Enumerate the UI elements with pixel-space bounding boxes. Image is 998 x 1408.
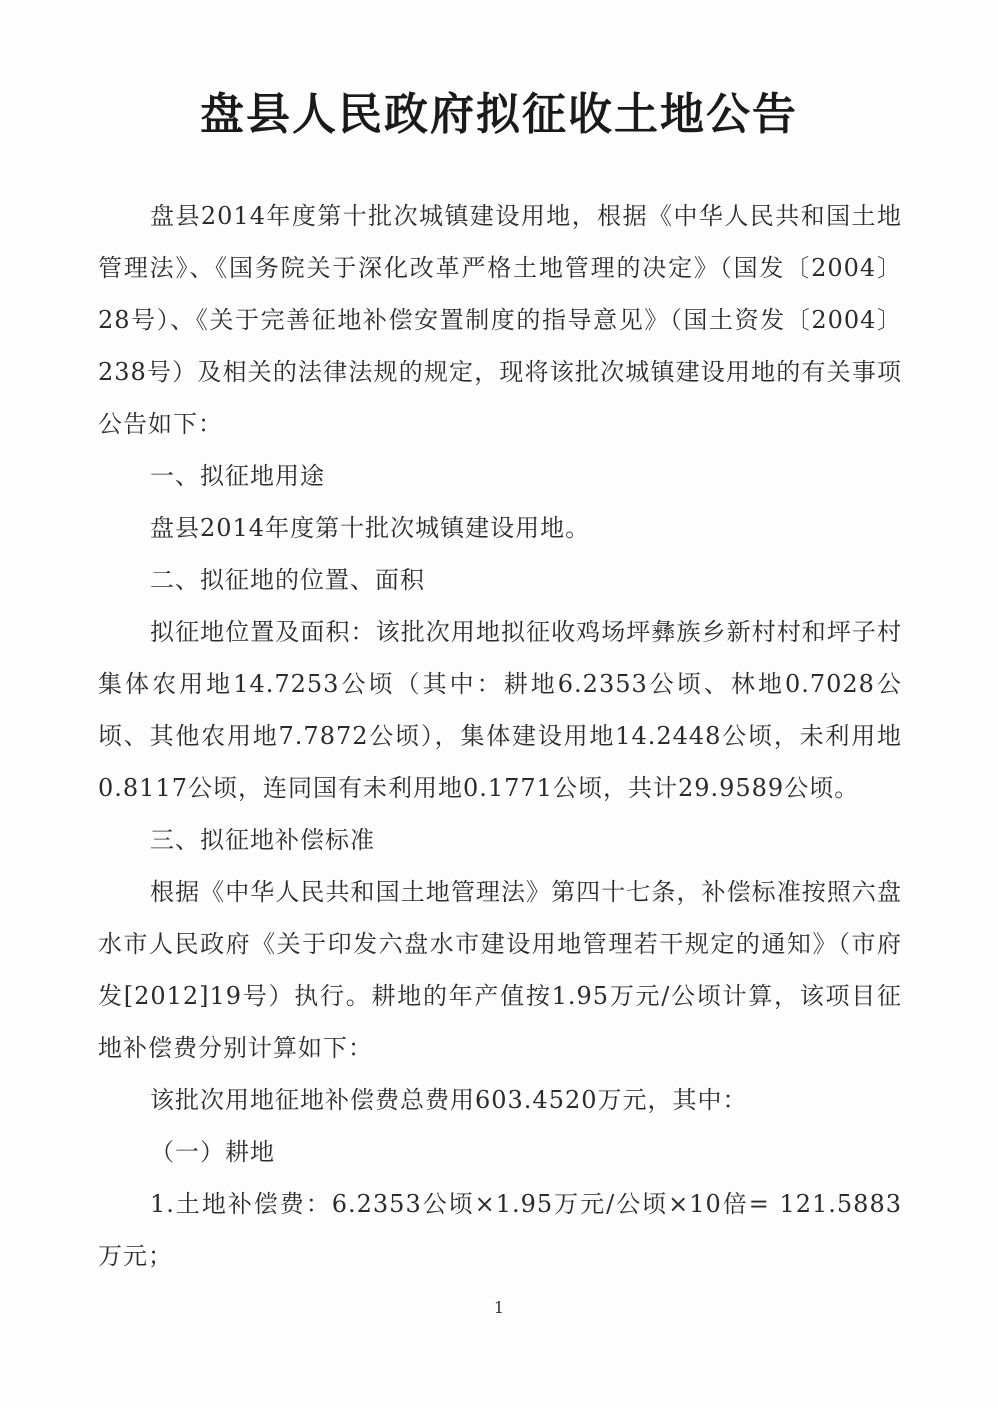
section-heading-location-area: 二、拟征地的位置、面积 [150,566,425,594]
document-title: 盘县人民政府拟征收土地公告 [200,89,798,140]
document-body [98,190,902,1282]
total-compensation-paragraph: 该批次用地征地补偿费总费用603.4520万元，其中： [150,1086,748,1114]
location-area-paragraph: 拟征地位置及面积：该批次用地拟征收鸡场坪彝族乡新村村和坪子村集体农用地14.7253公顷（其中：耕地6.2353公顷、林地0.7028公顷、其他农用地7.7872公顷），集体建设用地14.2448公顷，未利用地0.8117公顷，连同国有未利用地0.1771公顷，共计29.9589公顷。 [98,618,902,802]
purpose-paragraph: 盘县2014年度第十批次城镇建设用地。 [150,514,591,542]
intro-paragraph: 盘县2014年度第十批次城镇建设用地，根据《中华人民共和国土地管理法》、《国务院关于深化改革严格土地管理的决定》（国发〔2004〕28号）、《关于完善征地补偿安置制度的指导意见》（国土资发〔2004〕238号）及相关的法律法规的规定，现将该批次城镇建设用地的有关事项公告如下： [98,202,902,438]
compensation-basis-paragraph: 根据《中华人民共和国土地管理法》第四十七条，补偿标准按照六盘水市人民政府《关于印发六盘水市建设用地管理若干规定的通知》（市府发[2012]19号）执行。耕地的年产值按1.95万元/公顷计算，该项目征地补偿费分别计算如下： [98,878,902,1062]
page-number: 1 [493,1298,505,1317]
subsection-heading-farmland: （一）耕地 [150,1138,275,1166]
section-heading-purpose: 一、拟征地用途 [150,462,325,490]
land-compensation-item: 1.土地补偿费：6.2353公顷×1.95万元/公顷×10倍= 121.5883万元； [98,1190,902,1270]
section-heading-compensation: 三、拟征地补偿标准 [150,826,375,854]
